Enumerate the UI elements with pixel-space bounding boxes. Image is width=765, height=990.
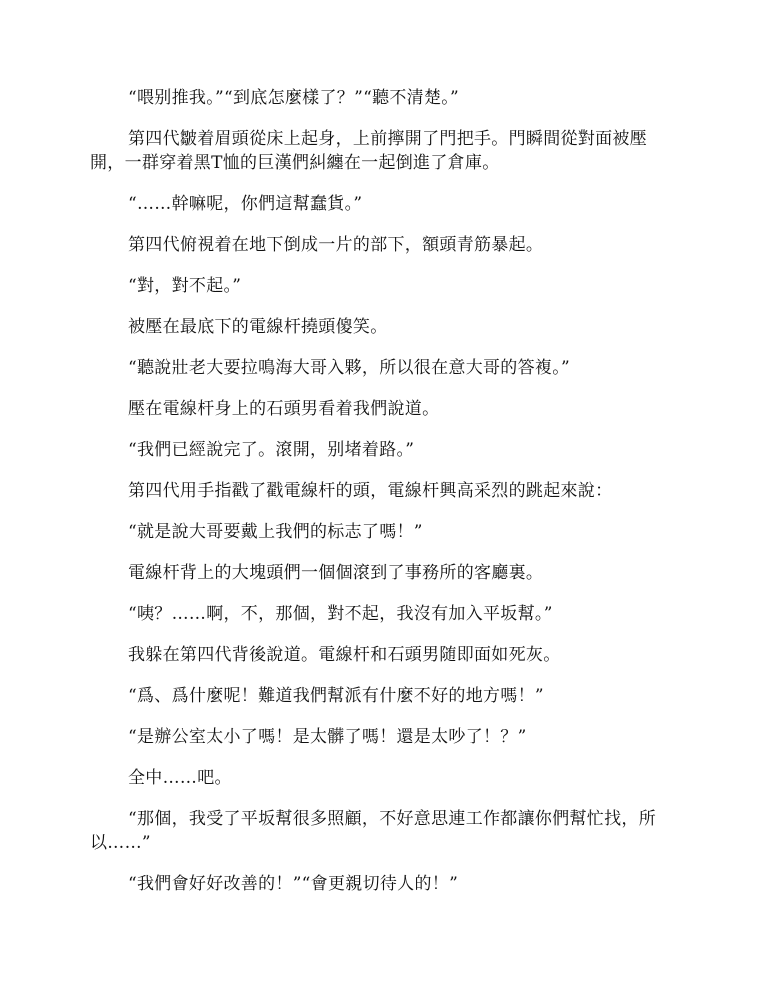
paragraph: 壓在電線杆身上的石頭男看着我們說道。	[128, 399, 440, 419]
paragraph: 第四代用手指戳了戳電線杆的頭，電線杆興高采烈的跳起來說：	[128, 481, 613, 501]
paragraph: “我們會好好改善的！”“會更親切待人的！”	[128, 874, 459, 894]
paragraph: 全中……吧。	[128, 768, 232, 788]
paragraph: “聽說壯老大要拉鳴海大哥入夥，所以很在意大哥的答複。”	[128, 358, 570, 378]
paragraph: “爲、爲什麼呢！難道我們幫派有什麼不好的地方嗎！”	[128, 686, 544, 706]
paragraph: “對，對不起。”	[128, 276, 242, 296]
paragraph: “那個，我受了平坂幫很多照顧，不好意思連工作都讓你們幫忙找，所以……”	[90, 809, 656, 853]
paragraph: “喂别推我。”“到底怎麼樣了？”“聽不清楚。”	[128, 88, 460, 108]
paragraph: “就是說大哥要戴上我們的标志了嗎！”	[128, 522, 423, 542]
paragraph: 第四代皺着眉頭從床上起身，上前擰開了門把手。門瞬間從對面被壓開，一群穿着黑T恤的巨漢們糾纏在一起倒進了倉庫。	[90, 129, 647, 173]
paragraph: “……幹嘛呢，你們這幫蠢貨。”	[128, 194, 363, 214]
document-body	[90, 86, 675, 913]
paragraph: “咦？……啊，不，那個，對不起，我沒有加入平坂幫。”	[128, 604, 553, 624]
paragraph: 被壓在最底下的電線杆撓頭傻笑。	[128, 317, 388, 337]
paragraph: 第四代俯視着在地下倒成一片的部下，額頭青筋暴起。	[128, 235, 544, 255]
paragraph: 電線杆背上的大塊頭們一個個滾到了事務所的客廳裏。	[128, 563, 544, 583]
paragraph: “是辦公室太小了嗎！是太髒了嗎！還是太吵了！？”	[128, 727, 527, 747]
paragraph: 我躲在第四代背後說道。電線杆和石頭男随即面如死灰。	[128, 645, 561, 665]
paragraph: “我們已經說完了。滾開，别堵着路。”	[128, 440, 415, 460]
